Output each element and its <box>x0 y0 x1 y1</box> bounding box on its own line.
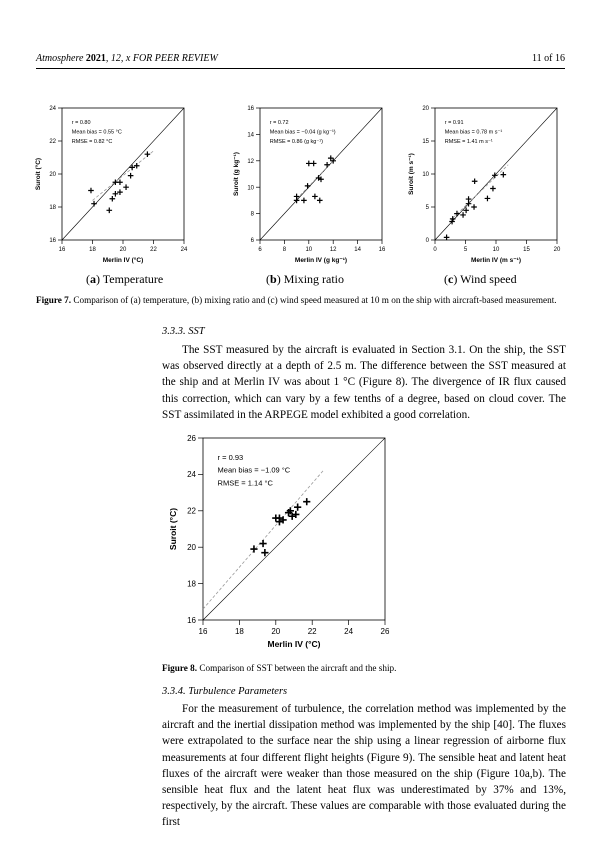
x-tick-label: 26 <box>380 627 390 636</box>
one-to-one-line <box>260 108 382 240</box>
data-point <box>294 504 301 511</box>
stat-line: r = 0.91 <box>444 119 464 126</box>
data-point <box>312 194 318 200</box>
subcaption-c: (c) Wind speed <box>444 272 517 286</box>
x-tick-label: 24 <box>344 627 354 636</box>
running-header: Atmosphere 2021, 12, x FOR PEER REVIEW <box>36 53 218 64</box>
y-tick-label: 20 <box>49 172 56 179</box>
x-tick-label: 15 <box>523 247 530 253</box>
x-tick-label: 6 <box>258 247 262 253</box>
x-axis-label: Merlin IV (°C) <box>267 639 321 649</box>
x-tick-label: 10 <box>305 247 313 253</box>
y-tick-label: 16 <box>247 106 254 113</box>
regression-line <box>203 471 323 609</box>
y-tick-label: 10 <box>247 185 254 192</box>
stat-line: r = 0.80 <box>71 119 91 126</box>
y-tick-label: 10 <box>422 172 429 179</box>
x-tick-label: 16 <box>378 247 386 253</box>
data-point <box>324 162 330 168</box>
figure-8-chart <box>168 432 398 652</box>
y-tick-label: 15 <box>422 139 429 146</box>
data-point <box>305 183 311 189</box>
section-heading-334: 3.3.4. Turbulence Parameters <box>162 686 288 697</box>
y-tick-label: 14 <box>247 132 254 139</box>
data-point <box>88 188 94 194</box>
paragraph-sst: The SST measured by the aircraft is evaluated in Section 3.1. On the ship, the SST was observed directly at a depth of 2.5 m. The difference between the SST measured at the ship and at Merlin IV was about 1 °C (Figure 8). The divergence of IR flux caused this correction, which can vary by a few tenths of a degree, based on cloud cover. The SST assimilated in the ARPEGE model exhibited a good correlation. <box>162 344 566 421</box>
stat-line: r = 0.93 <box>217 452 244 462</box>
regression-line <box>453 165 508 218</box>
data-point <box>501 172 507 178</box>
y-tick-label: 22 <box>187 506 196 516</box>
figure-7-caption: Figure 7. Comparison of (a) temperature, (b) mixing ratio and (c) wind speed measured at 10 m on the ship with aircraft-based measurement. <box>36 295 557 305</box>
regression-line <box>93 151 154 201</box>
x-tick-label: 18 <box>234 627 244 636</box>
x-tick-label: 0 <box>433 247 437 253</box>
data-point <box>106 208 112 214</box>
x-tick-label: 12 <box>329 247 337 253</box>
subcaption-a: (a) Temperature <box>86 272 164 286</box>
data-point <box>317 198 323 204</box>
stat-line: Mean bias = −1.09 °C <box>217 465 291 475</box>
y-tick-label: 20 <box>187 543 196 552</box>
x-tick-label: 8 <box>282 247 287 253</box>
x-tick-label: 22 <box>150 247 157 253</box>
subcaption-b: (b) Mixing ratio <box>266 272 345 286</box>
data-point <box>450 216 456 222</box>
y-tick-label: 20 <box>422 106 429 113</box>
x-tick-label: 16 <box>58 247 66 253</box>
header-rule <box>36 68 565 69</box>
data-point <box>91 201 97 207</box>
x-tick-label: 20 <box>553 247 561 253</box>
x-axis-label: Merlin IV (g kg⁻¹) <box>294 257 348 264</box>
regression-line <box>297 161 334 199</box>
y-tick-label: 22 <box>49 139 56 146</box>
y-tick-label: 18 <box>187 579 196 589</box>
y-tick-label: 24 <box>49 106 56 113</box>
data-point <box>128 173 134 179</box>
y-tick-label: 12 <box>247 158 254 165</box>
data-point <box>259 540 266 547</box>
x-tick-label: 10 <box>492 247 500 253</box>
x-tick-label: 16 <box>198 627 208 636</box>
data-point <box>123 184 129 190</box>
x-axis-label: Merlin IV (°C) <box>102 257 144 264</box>
y-tick-label: 5 <box>425 205 429 212</box>
y-tick-label: 0 <box>425 238 429 245</box>
figure-7a-chart <box>20 102 190 262</box>
one-to-one-line <box>435 108 557 240</box>
x-tick-label: 14 <box>354 247 361 253</box>
data-point <box>460 212 466 218</box>
data-point <box>471 204 477 210</box>
data-point <box>306 161 312 167</box>
journal-volume: 12 <box>110 53 121 64</box>
x-tick-label: 22 <box>307 627 317 636</box>
page-number: 11 of 16 <box>532 53 565 64</box>
section-heading-333: 3.3.3. SST <box>162 326 205 337</box>
paragraph-turbulence: For the measurement of turbulence, the correlation method was implemented by the aircraft and the inertial dissipation method was implemented by the ship [40]. The fluxes were extrapolated to the surface near the ship using a linear regression of airborne flux measurements at four different flight heights (Figure 9). The sensible heat and latent heat fluxes of the aircraft were weaker than those measured on the ship (Figure 10a,b). The sensible heat flux and the latent heat flux was underestimated by 37% and 13%, respectively, by the aircraft. These values are comparable with those evaluated during the first <box>162 703 566 829</box>
y-tick-label: 6 <box>250 238 254 245</box>
data-point <box>250 545 257 552</box>
data-point <box>485 196 491 202</box>
y-tick-label: 26 <box>187 433 196 443</box>
x-tick-label: 20 <box>119 247 127 253</box>
x-tick-label: 5 <box>463 247 468 253</box>
stat-line: RMSE = 0.82 °C <box>71 139 113 146</box>
y-tick-label: 16 <box>187 615 196 625</box>
stat-line: RMSE = 1.41 m s⁻¹ <box>444 139 493 146</box>
data-point <box>117 179 123 185</box>
y-tick-label: 8 <box>250 211 254 218</box>
figure-7b-chart <box>218 102 388 262</box>
x-axis-label: Merlin IV (m s⁻¹) <box>470 257 522 264</box>
stat-line: RMSE = 1.14 °C <box>217 478 273 488</box>
y-tick-label: 16 <box>49 238 56 245</box>
stat-line: Mean bias = 0.55 °C <box>71 129 122 136</box>
data-point <box>490 186 496 192</box>
x-tick-label: 24 <box>180 247 188 253</box>
data-point <box>311 161 317 167</box>
figure-8-caption: Figure 8. Comparison of SST between the aircraft and the ship. <box>162 663 397 673</box>
y-tick-label: 18 <box>49 205 56 212</box>
journal-year: 2021 <box>85 53 106 64</box>
data-point <box>472 178 478 184</box>
y-tick-label: 24 <box>187 470 196 480</box>
data-point <box>444 235 450 241</box>
data-point <box>145 151 151 157</box>
one-to-one-line <box>62 108 184 240</box>
y-axis-label: Suroit (°C) <box>168 507 178 551</box>
x-tick-label: 18 <box>89 247 96 253</box>
figure-7c-chart <box>393 102 563 262</box>
header-rest: , x FOR PEER REVIEW <box>120 53 218 64</box>
y-axis-label: Suroit (°C) <box>35 157 42 191</box>
journal-name: Atmosphere <box>36 53 84 64</box>
stat-line: Mean bias = 0.78 m s⁻¹ <box>444 129 503 136</box>
data-point <box>303 498 310 505</box>
y-axis-label: Suroit (g kg⁻¹) <box>233 152 240 196</box>
data-point <box>301 198 307 204</box>
y-axis-label: Suroit (m s⁻¹) <box>408 153 415 195</box>
data-point <box>466 196 472 202</box>
stat-line: r = 0.72 <box>269 119 289 126</box>
data-point <box>110 196 116 202</box>
stat-line: Mean bias = −0.04 (g kg⁻¹) <box>269 129 336 136</box>
x-tick-label: 20 <box>271 627 281 636</box>
stat-line: RMSE = 0.86 (g kg⁻¹) <box>269 139 323 146</box>
